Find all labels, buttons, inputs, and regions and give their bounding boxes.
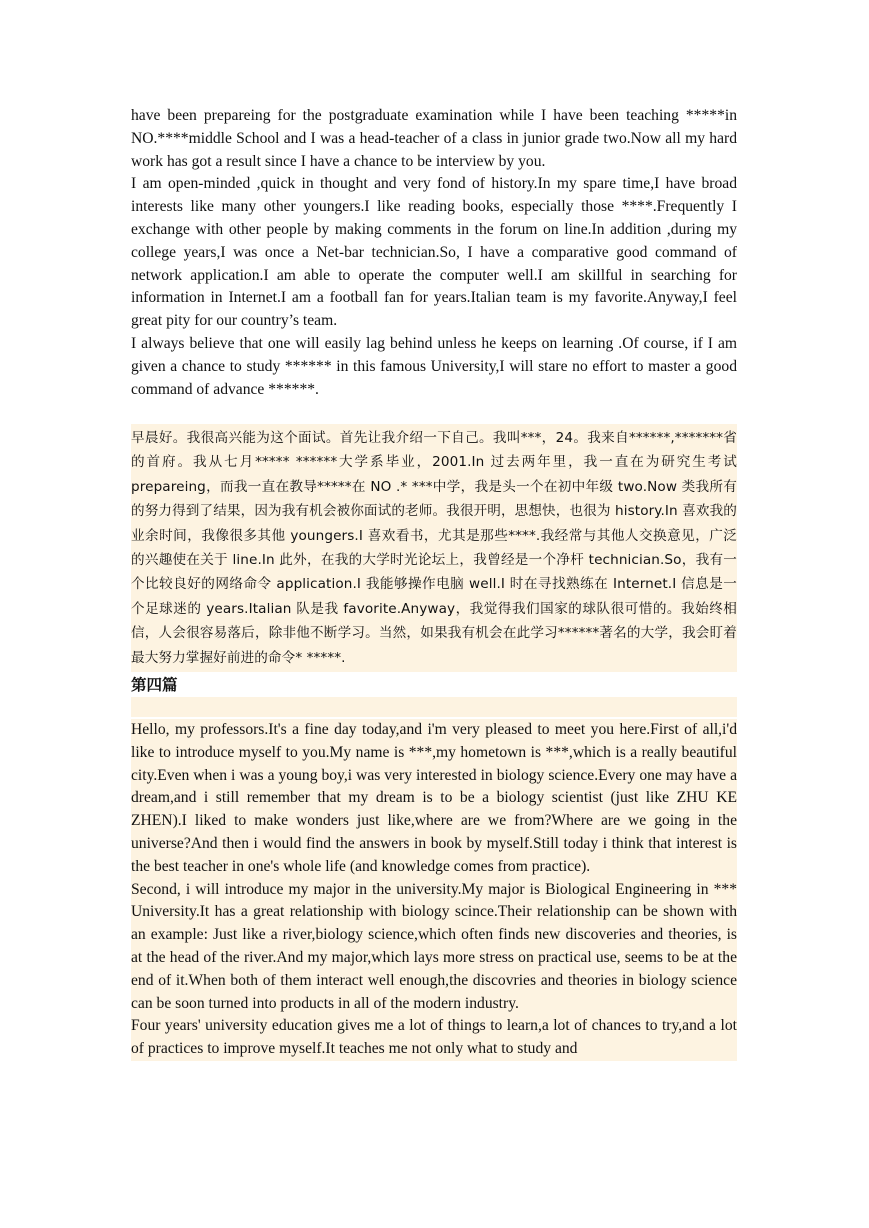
intro-chinese-translation (131, 424, 737, 672)
intro-paragraph-2: I am open-minded ,quick in thought and very fond of history.In my spare time,I have broad interests like many other youngers.I like reading books, especially those ****.Frequently I exchange with other people by making comments in the forum on line.In addition ,during my college years,I was once a Net-bar technician.So, I have a comparative good command of network application.I am able to operate the computer well.I am skillful in searching for information in Internet.I am a football fan for years.Italian team is my favorite.Anyway,I feel great pity for our country’s team. (131, 175, 737, 330)
section-heading: 第四篇 (131, 676, 178, 694)
translation-paragraph: 早晨好。我很高兴能为这个面试。首先让我介绍一下自己。我叫***，24。我来自******,*******省的首府。我从七月***** ******大学系毕业，2001.In 过去两年里，我一直在为研究生考试 prepareing，而我一直在教导*****在 NO .* ***中学，我是头一个在初中年级 two.Now 类我所有的努力得到了结果，因为我有机会被你面试的老师。我很开明，思想快，也很为 history.In 喜欢我的业余时间，我像很多其他 youngers.I 喜欢看书，尤其是那些****.我经常与其他人交换意见，广泛的兴趣使在关于 line.In 此外，在我的大学时光论坛上，我曾经是一个净杆 technician.So，我有一个比较良好的网络命令 application.I 我能够操作电脑 well.I 时在寻找熟练在 Internet.I 信息是一个足球迷的 years.Italian 队是我 favorite.Anyway，我觉得我们国家的球队很可惜的。我始终相信，人会很容易落后，除非他不断学习。当然，如果我有机会在此学习******著名的大学，我会盯着最大努力掌握好前进的命令* *****. (131, 430, 737, 666)
essay-four-body (131, 719, 737, 1061)
essay-paragraph-1: Hello, my professors.It's a fine day today,and i'm very pleased to meet you here.First of all,i'd like to introduce myself to you.My name is ***,my hometown is ***,which is a really beautiful city.Even when i was a young boy,i was very interested in biology science.Every one may have a dream,and i still remember that my dream is to be a biology scientist (just like ZHU KE ZHEN).I liked to make wonders just like,where are we from?Where are we going in the universe?And then i would find the answers in book by myself.Still today i think that interest is the best teacher in one's whole life (and knowledge comes from practice). (131, 721, 737, 875)
intro-paragraph-1: have been prepareing for the postgraduate examination while I have been teaching *****in NO.****middle School and I was a head-teacher of a class in junior grade two.Now all my hard work has got a result since I have a chance to be interview by you. (131, 107, 737, 170)
intro-paragraph-3: I always believe that one will easily lag behind unless he keeps on learning .Of course, if I am given a chance to study ****** in this famous University,I will stare no effort to master a good command of advance ******. (131, 334, 737, 398)
intro-english (131, 105, 737, 401)
essay-top-band (131, 697, 737, 717)
essay-paragraph-3: Four years' university education gives me a lot of things to learn,a lot of chances to try,and a lot of practices to improve myself.It teaches me not only what to study and (131, 1017, 737, 1058)
essay-paragraph-2: Second, i will introduce my major in the university.My major is Biological Engineering in *** University.It has a great relationship with biology scince.Their relationship can be shown with an example: Just like a river,biology science,which often finds new discoveries and theories, is at the head of the river.And my major,which lays more stress on practical use, seems to be at the end of it.When both of them interact well enough,the discovries and theories in biology science can be soon turned into products in all of the modern industry. (131, 880, 737, 1012)
